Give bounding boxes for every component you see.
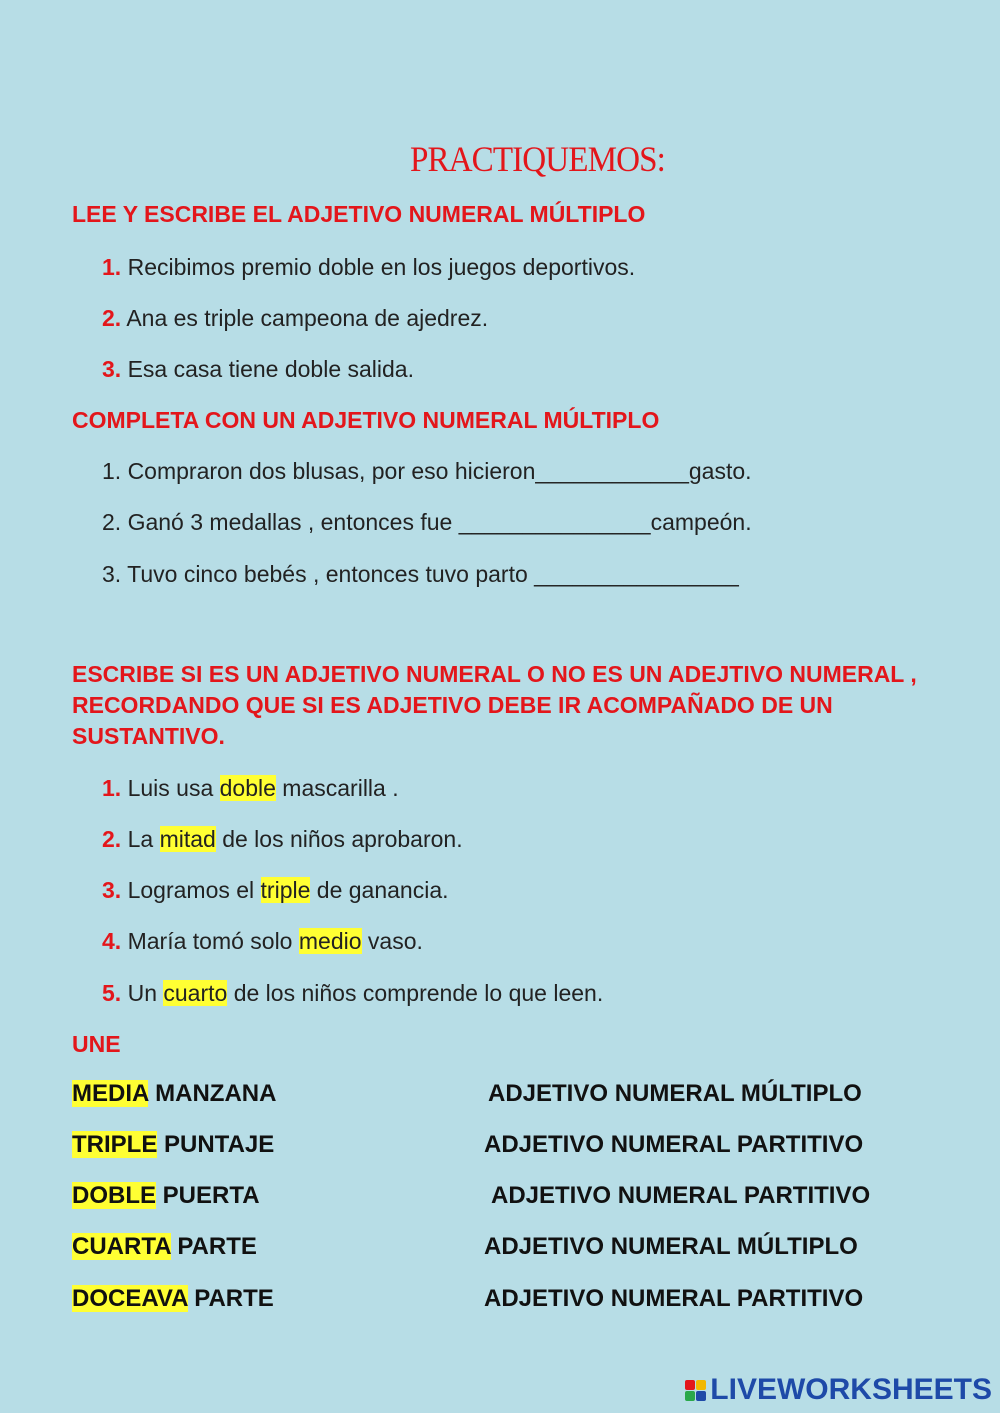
item-text: Luis usa	[127, 775, 220, 801]
match-left-item[interactable]	[72, 1131, 274, 1159]
item-text: Recibimos premio doble en los juegos deportivos.	[127, 254, 636, 280]
item-number: 2.	[102, 305, 122, 331]
highlighted-word[interactable]: triple	[260, 877, 311, 903]
highlighted-word: CUARTA	[72, 1233, 171, 1260]
match-left-text: PUNTAJE	[157, 1131, 275, 1158]
match-right-item[interactable]: ADJETIVO NUMERAL MÚLTIPLO	[488, 1080, 862, 1107]
item-number: 2.	[102, 826, 122, 852]
item-text: Esa casa tiene doble salida.	[127, 356, 414, 382]
item-text: María tomó solo	[127, 928, 299, 954]
highlighted-word[interactable]: cuarto	[163, 980, 228, 1006]
list-item	[102, 980, 603, 1007]
item-text: de los niños aprobaron.	[215, 826, 463, 852]
item-text: Logramos el	[127, 877, 261, 903]
item-number: 4.	[102, 928, 122, 954]
item-text: de los niños comprende lo que leen.	[227, 980, 604, 1006]
list-item	[102, 877, 449, 904]
match-left-item[interactable]	[72, 1080, 276, 1108]
item-text: Ana es triple campeona de ajedrez.	[126, 305, 489, 331]
item-number: 1.	[102, 254, 122, 280]
item-text: mascarilla .	[275, 775, 399, 801]
section-heading-classify: ESCRIBE SI ES UN ADJETIVO NUMERAL O NO ES UN ADEJTIVO NUMERAL , RECORDANDO QUE SI ES ADJETIVO DEBE IR ACOMPAÑADO DE UN SUSTANTIVO.	[72, 661, 917, 749]
match-right-item[interactable]: ADJETIVO NUMERAL PARTITIVO	[491, 1182, 871, 1209]
list-item	[102, 305, 488, 332]
list-item	[102, 775, 399, 802]
list-item	[102, 826, 463, 853]
match-right-item[interactable]: ADJETIVO NUMERAL PARTITIVO	[484, 1285, 864, 1312]
page-title: PRACTIQUEMOS:	[410, 139, 665, 179]
highlighted-word: DOCEAVA	[72, 1285, 188, 1312]
match-left-text: PUERTA	[156, 1182, 260, 1209]
section-heading-complete: COMPLETA CON UN ADJETIVO NUMERAL MÚLTIPLO	[72, 407, 660, 433]
match-left-text: PARTE	[187, 1285, 274, 1312]
list-item	[102, 356, 414, 383]
fill-in-item[interactable]: 2. Ganó 3 medallas , entonces fue _______________campeón.	[102, 509, 752, 535]
highlighted-word[interactable]: medio	[298, 928, 362, 954]
item-number: 5.	[102, 980, 122, 1006]
highlighted-word[interactable]: mitad	[159, 826, 216, 852]
match-left-item[interactable]	[72, 1233, 257, 1261]
liveworksheets-logo	[685, 1373, 992, 1407]
fill-in-item[interactable]: 1. Compraron dos blusas, por eso hicieron____________gasto.	[102, 458, 752, 484]
fill-in-item[interactable]: 3. Tuvo cinco bebés , entonces tuvo parto ________________	[102, 561, 739, 587]
highlighted-word: TRIPLE	[72, 1131, 158, 1158]
item-text: La	[127, 826, 160, 852]
match-left-item[interactable]	[72, 1285, 274, 1313]
item-number: 1.	[102, 775, 122, 801]
item-number: 3.	[102, 356, 122, 382]
item-text: vaso.	[361, 928, 423, 954]
item-text: Un	[127, 980, 164, 1006]
section-heading-read-write: LEE Y ESCRIBE EL ADJETIVO NUMERAL MÚLTIPLO	[72, 201, 646, 227]
match-left-item[interactable]	[72, 1182, 260, 1210]
highlighted-word[interactable]: doble	[219, 775, 276, 801]
item-text: de ganancia.	[310, 877, 449, 903]
item-number: 3.	[102, 877, 122, 903]
highlighted-word: MEDIA	[72, 1080, 149, 1107]
list-item	[102, 928, 423, 955]
section-heading-match: UNE	[72, 1031, 121, 1057]
highlighted-word: DOBLE	[72, 1182, 156, 1209]
match-right-item[interactable]: ADJETIVO NUMERAL PARTITIVO	[484, 1131, 864, 1158]
match-left-text: PARTE	[170, 1233, 257, 1260]
match-right-item[interactable]: ADJETIVO NUMERAL MÚLTIPLO	[484, 1233, 858, 1260]
list-item	[102, 254, 635, 281]
logo-text: LIVEWORKSHEETS	[710, 1373, 992, 1406]
match-left-text: MANZANA	[148, 1080, 277, 1107]
logo-icon	[685, 1380, 706, 1401]
